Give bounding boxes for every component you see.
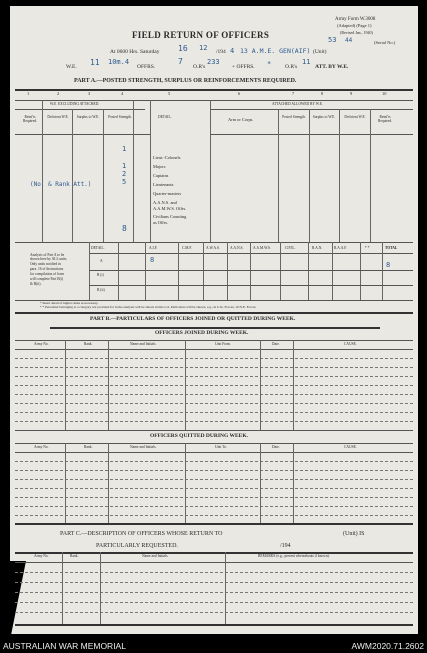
analysis-head-raaf: R.A.A.F. <box>334 246 347 250</box>
joined-col-cause: CAUSE. <box>344 342 357 346</box>
analysis-line-5v <box>203 242 204 300</box>
analysis-line-8v <box>280 242 281 300</box>
analysis-row-a: A <box>100 259 103 263</box>
part-c-title-a: PART C.—DESCRIPTION OF OFFICERS WHOSE RETURN TO <box>60 531 223 537</box>
quitted-col-unit: Unit To. <box>215 445 227 449</box>
col-num-6: 6 <box>238 91 241 96</box>
analysis-head-aif: A.I.F. <box>149 246 158 250</box>
col-line-10 <box>370 109 371 242</box>
joined-row-6 <box>15 403 413 404</box>
head-c8: Surplus to W.E. <box>312 115 336 119</box>
part-c-vline-2 <box>100 552 101 624</box>
head-c2: Deficient W.E. <box>47 115 69 119</box>
col-num-8: 8 <box>321 91 324 96</box>
analysis-head-total: TOTAL <box>385 246 398 250</box>
col-num-7: 7 <box>292 91 295 96</box>
head-rule-right <box>210 134 413 135</box>
col-num-10: 10 <box>382 91 387 96</box>
we-label: W.E. <box>66 64 77 70</box>
joined-vline-5 <box>293 340 294 430</box>
quitted-col-cause: CAUSE. <box>344 445 357 449</box>
joined-row-8 <box>15 421 413 422</box>
posted-captains: 2 <box>122 170 127 178</box>
part-a-body-rule <box>15 242 413 243</box>
footnote-2: * * Personnel belonging to a category not provided for in the analysis will be shown in this Col. Particulars will be shown, e.g., in U.K. Forces; 10 N.E. Forces <box>40 305 256 309</box>
joined-vline-2 <box>108 340 109 430</box>
joined-col-name: Name and Initials. <box>130 342 157 346</box>
quitted-col-army-no: Army No. <box>34 445 49 449</box>
joined-head-top <box>15 340 413 341</box>
analysis-line-1v <box>89 242 90 300</box>
analysis-line-11v <box>360 242 361 300</box>
col-num-5: 5 <box>168 91 171 96</box>
joined-row-2 <box>15 367 413 368</box>
analysis-head-civil: CIVIL. <box>285 246 296 250</box>
detail-as-offrs: as Offrs. <box>153 220 169 225</box>
year-prefix: /194 <box>216 49 226 55</box>
detail-aans: A.A.N.S. and <box>153 200 177 205</box>
joined-row-7 <box>15 412 413 413</box>
part-c-bottom-rule <box>15 624 413 626</box>
head-rule-left <box>15 134 150 135</box>
joined-row-1 <box>15 358 413 359</box>
serial-number: 53 <box>328 36 337 44</box>
col-line-3 <box>103 109 104 242</box>
ors2-label: O.R's <box>285 64 298 70</box>
part-c-row-5 <box>15 612 413 613</box>
head-c4: Posted Strength. <box>108 115 132 119</box>
col-num-4: 4 <box>121 91 124 96</box>
head-c7: Posted Strength. <box>282 115 306 119</box>
joined-head-bottom <box>15 349 413 350</box>
offrs-value: 7 <box>178 57 183 66</box>
detail-civilians: Civilians Counting <box>153 214 187 219</box>
part-c-col-remarks: REMARKS (e.g., present whereabouts if known). <box>258 554 330 558</box>
analysis-total-a: 8 <box>386 261 391 269</box>
analysis-line-7v <box>250 242 251 300</box>
unit-label: (Unit) <box>313 49 327 55</box>
analysis-head-rule <box>89 253 413 254</box>
plus-offrs-label: + OFFRS. <box>232 64 255 70</box>
analysis-head-awas: A.W.A.S. <box>206 246 220 250</box>
col-line-2 <box>72 109 73 242</box>
col-num-rule <box>15 100 413 101</box>
analysis-line-6v <box>227 242 228 300</box>
head-c6: Arm or Corps. <box>228 117 254 122</box>
offrs-label: OFFRS. <box>137 64 156 70</box>
footnote-1: * Insert detail of higher ranks as necessary. <box>40 301 99 305</box>
head-c9: Deficient W.E. <box>344 115 366 119</box>
joined-vline-3 <box>185 340 186 430</box>
ors-label: O.R's <box>193 64 206 70</box>
quitted-row-1 <box>15 461 413 462</box>
adapted-label: (Adapted) (Page 1) <box>337 23 372 28</box>
joined-row-5 <box>15 394 413 395</box>
analysis-line-1: shown here by ALL units. <box>30 257 68 261</box>
quitted-vline-1 <box>65 443 66 523</box>
col-line-5 <box>150 100 151 242</box>
part-c-row-4 <box>15 602 413 603</box>
head-c1: Reinf'ts Required. <box>22 115 38 123</box>
head-c5: DETAIL. <box>158 115 172 119</box>
quitted-row-2 <box>15 470 413 471</box>
serial-no-label: (Serial No.) <box>374 40 396 45</box>
joined-title: OFFICERS JOINED DURING WEEK. <box>155 330 249 336</box>
col-line-9 <box>339 109 340 242</box>
part-b-title: PART B.—PARTICULARS OF OFFICERS JOINED OR QUITTED DURING WEEK. <box>90 316 296 322</box>
joined-col-rank: Rank. <box>84 342 93 346</box>
analysis-line-5: will complete Part B(i) <box>30 277 64 281</box>
part-a-title: PART A.—POSTED STRENGTH, SURPLUS OR REINFORCEMENTS REQUIRED. <box>74 78 297 84</box>
unit-value: 13 A.M.E. GEN(AIF) <box>240 47 311 55</box>
attached-rule <box>210 109 413 110</box>
analysis-row-rule-2 <box>89 285 413 286</box>
analysis-line-0: Analysis of Part A to be <box>30 253 65 257</box>
part-c-col-rank: Rank. <box>70 554 79 558</box>
quitted-col-date: Date. <box>272 445 280 449</box>
attached-allowed-label: ATTACHED ALLOWED BY W.E. <box>272 102 323 106</box>
part-c-vline-1 <box>62 552 63 624</box>
analysis-line-2: Only units notified in <box>30 262 61 266</box>
quitted-row-3 <box>15 479 413 480</box>
analysis-head-cmf: C.M.F. <box>182 246 192 250</box>
posted-lt-col: 1 <box>122 145 127 153</box>
joined-col-unit: Unit From. <box>215 342 231 346</box>
quitted-title: OFFICERS QUITTED DURING WEEK. <box>150 433 248 439</box>
attached-annotation: (No. & Rank Att.) <box>30 181 92 188</box>
serial-number-2: 44 <box>345 37 353 44</box>
ors2-value: 11 <box>302 58 311 66</box>
quitted-head-top <box>15 443 413 444</box>
we-date: 10m.4 <box>108 58 130 66</box>
analysis-head-aamws: A.A.M.W.S. <box>253 246 271 250</box>
col-num-2: 2 <box>57 91 60 96</box>
quitted-vline-2 <box>108 443 109 523</box>
detail-captains: Captains <box>153 173 169 178</box>
part-c-row-3 <box>15 592 413 593</box>
head-c10: Reinf'ts Required. <box>377 115 393 123</box>
col-line-1 <box>42 100 43 242</box>
day-value: 16 <box>178 44 188 53</box>
analysis-line-4: for compilation of form <box>30 272 65 276</box>
joined-vline-4 <box>260 340 261 430</box>
joined-vline-1 <box>65 340 66 430</box>
quitted-col-name: Name and Initials. <box>130 445 157 449</box>
part-a-top-rule <box>15 89 413 91</box>
ors-value: 233 <box>207 58 220 66</box>
joined-top-rule <box>50 327 380 329</box>
posted-lieutenants: 5 <box>122 178 127 186</box>
col-num-3: 3 <box>88 91 91 96</box>
footer-accession: AWM2020.71.2602 <box>351 641 424 651</box>
col-line-4 <box>133 100 134 242</box>
joined-row-4 <box>15 385 413 386</box>
analysis-aif-a: 8 <box>150 256 155 264</box>
quitted-head-bottom <box>15 452 413 453</box>
analysis-row-bi: B (i) <box>97 273 104 277</box>
col-line-6 <box>210 100 211 242</box>
head-c3: Surplus to W.E. <box>76 115 100 119</box>
detail-majors: Majors <box>153 164 166 169</box>
revised-label: (Revised Jan., 1940) <box>340 30 373 35</box>
quitted-vline-3 <box>185 443 186 523</box>
analysis-line-9v <box>308 242 309 300</box>
analysis-line-2v <box>118 242 119 300</box>
part-c-row-1 <box>15 572 413 573</box>
col-line-7 <box>278 109 279 242</box>
quitted-col-rank: Rank. <box>84 445 93 449</box>
posted-majors: 1 <box>122 162 127 170</box>
joined-col-army-no: Army No. <box>34 342 49 346</box>
analysis-row-bii: B (ii) <box>97 288 105 292</box>
quitted-row-4 <box>15 488 413 489</box>
form-title: FIELD RETURN OF OFFICERS <box>132 30 270 40</box>
analysis-head-aans: A.A.N.S. <box>230 246 244 250</box>
joined-col-date: Date. <box>272 342 280 346</box>
part-b-bottom-rule <box>15 523 413 525</box>
part-c-col-army-no: Army No. <box>34 554 49 558</box>
quitted-vline-4 <box>260 443 261 523</box>
plus-offrs-value: * <box>267 60 272 68</box>
col-line-8 <box>309 109 310 242</box>
analysis-line-12v <box>382 242 383 300</box>
analysis-row-rule-1 <box>89 270 413 271</box>
analysis-head-ran: R.A.N. <box>312 246 323 250</box>
analysis-head-detail: DETAIL. <box>91 246 105 250</box>
col-num-1: 1 <box>27 91 30 96</box>
army-form-label: Army Form W.3008 <box>335 17 376 22</box>
analysis-line-6: & B(ii). <box>30 282 42 286</box>
month-value: 12 <box>199 44 208 52</box>
analysis-head-other: * * <box>365 246 370 250</box>
quitted-row-5 <box>15 497 413 498</box>
posted-total: 8 <box>122 224 127 233</box>
joined-bottom-rule <box>15 430 413 431</box>
analysis-line-10v <box>332 242 333 300</box>
year-value: 4 <box>230 47 235 55</box>
we-value: 11 <box>90 58 100 67</box>
quitted-vline-5 <box>293 443 294 523</box>
att-by-we-label: ATT. BY W.E. <box>315 64 349 70</box>
detail-lieutenants: Lieutenants <box>153 182 174 187</box>
part-c-title-unit: (Unit) IS <box>343 531 365 537</box>
part-c-title-date: /194 <box>280 543 291 549</box>
part-c-vline-3 <box>225 552 226 624</box>
part-c-row-2 <box>15 582 413 583</box>
analysis-line-3: para. 16 of Instructions <box>30 267 64 271</box>
quitted-row-7 <box>15 515 413 516</box>
at-time-label: At 0600 Hrs. Saturday <box>110 49 160 55</box>
form-sheet <box>10 6 418 634</box>
analysis-line-3v <box>145 242 146 300</box>
part-c-head-bottom <box>15 562 413 563</box>
detail-qm: Quarter-masters <box>153 191 182 196</box>
joined-row-3 <box>15 376 413 377</box>
archive-footer <box>0 639 427 653</box>
analysis-line-4v <box>178 242 179 300</box>
quitted-row-6 <box>15 506 413 507</box>
col-num-9: 9 <box>350 91 353 96</box>
detail-aamws: A.A.M.W.S. Offrs. <box>153 206 187 211</box>
detail-lt-col: Lieut.-Colonels <box>153 155 181 160</box>
part-c-title-b: PARTICULARLY REQUESTED. <box>96 543 178 549</box>
footer-institution: AUSTRALIAN WAR MEMORIAL <box>3 641 126 651</box>
part-b-top-rule <box>15 312 413 314</box>
we-excluding-label: W.E. EXCLUDING ATTACHED. <box>50 102 100 106</box>
part-c-col-name: Name and Initials. <box>142 554 169 558</box>
we-excl-rule <box>15 109 145 110</box>
